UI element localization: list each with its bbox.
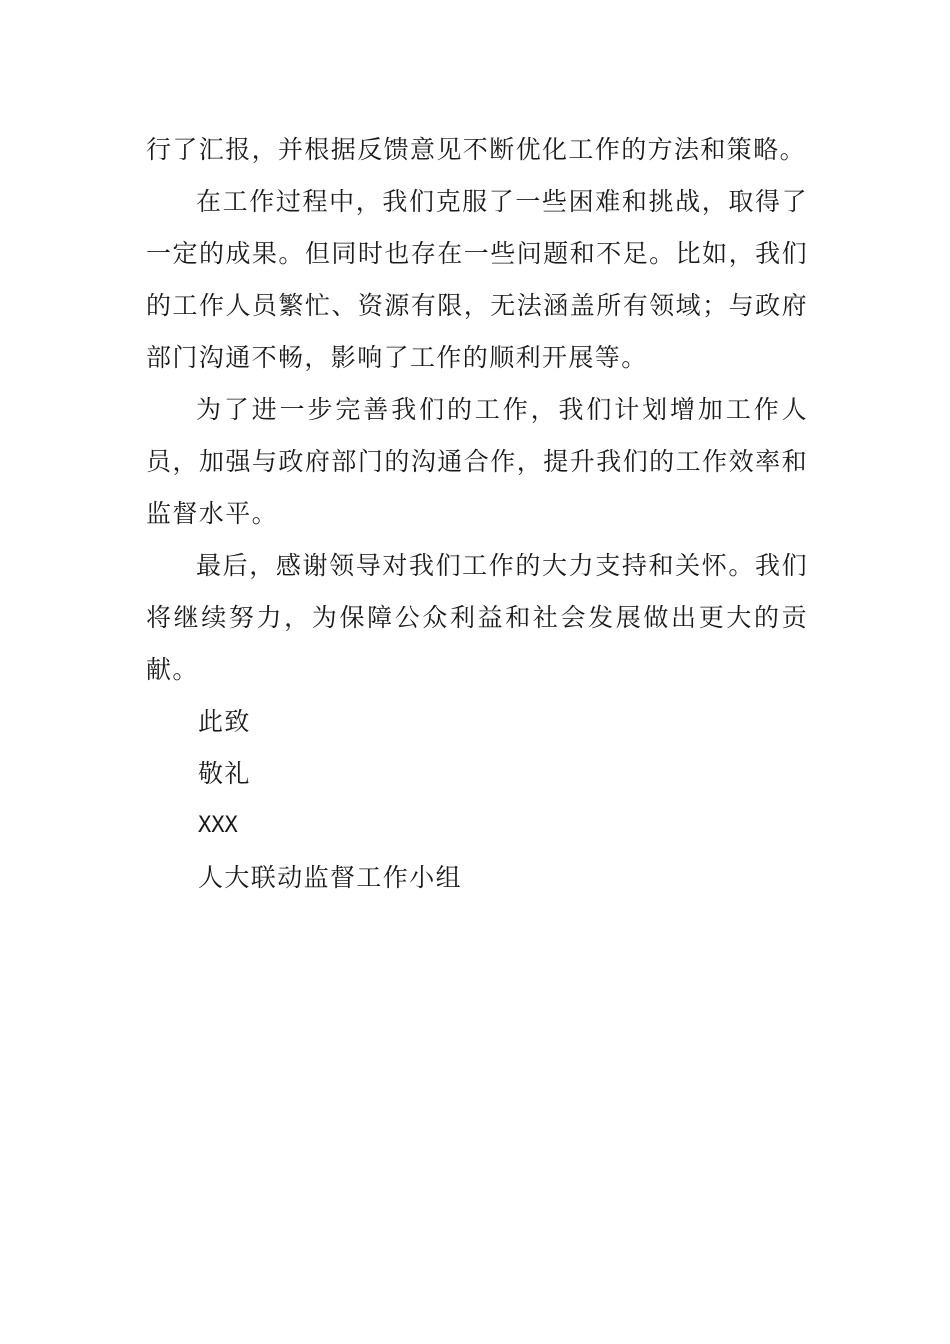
- paragraph-thanks: 最后，感谢领导对我们工作的大力支持和关怀。我们将继续努力，为保障公众利益和社会发展做出更大的贡献。: [146, 551, 808, 684]
- paragraph-plans: 为了进一步完善我们的工作，我们计划增加工作人员，加强与政府部门的沟通合作，提升我们的工作效率和监督水平。: [146, 395, 808, 528]
- closing-respect: 敬礼: [198, 759, 251, 788]
- paragraph-difficulties: 在工作过程中，我们克服了一些困难和挑战，取得了一定的成果。但同时也存在一些问题和不足。比如，我们的工作人员繁忙、资源有限，无法涵盖所有领域；与政府部门沟通不畅，影响了工作的顺利开展等。: [146, 187, 808, 372]
- paragraph-continuation: 行了汇报，并根据反馈意见不断优化工作的方法和策略。: [146, 135, 807, 164]
- closing-salutation: 此致: [198, 707, 251, 736]
- signer-name: XXX: [198, 813, 238, 838]
- letter-body: [146, 124, 808, 904]
- signer-organization: 人大联动监督工作小组: [198, 863, 463, 892]
